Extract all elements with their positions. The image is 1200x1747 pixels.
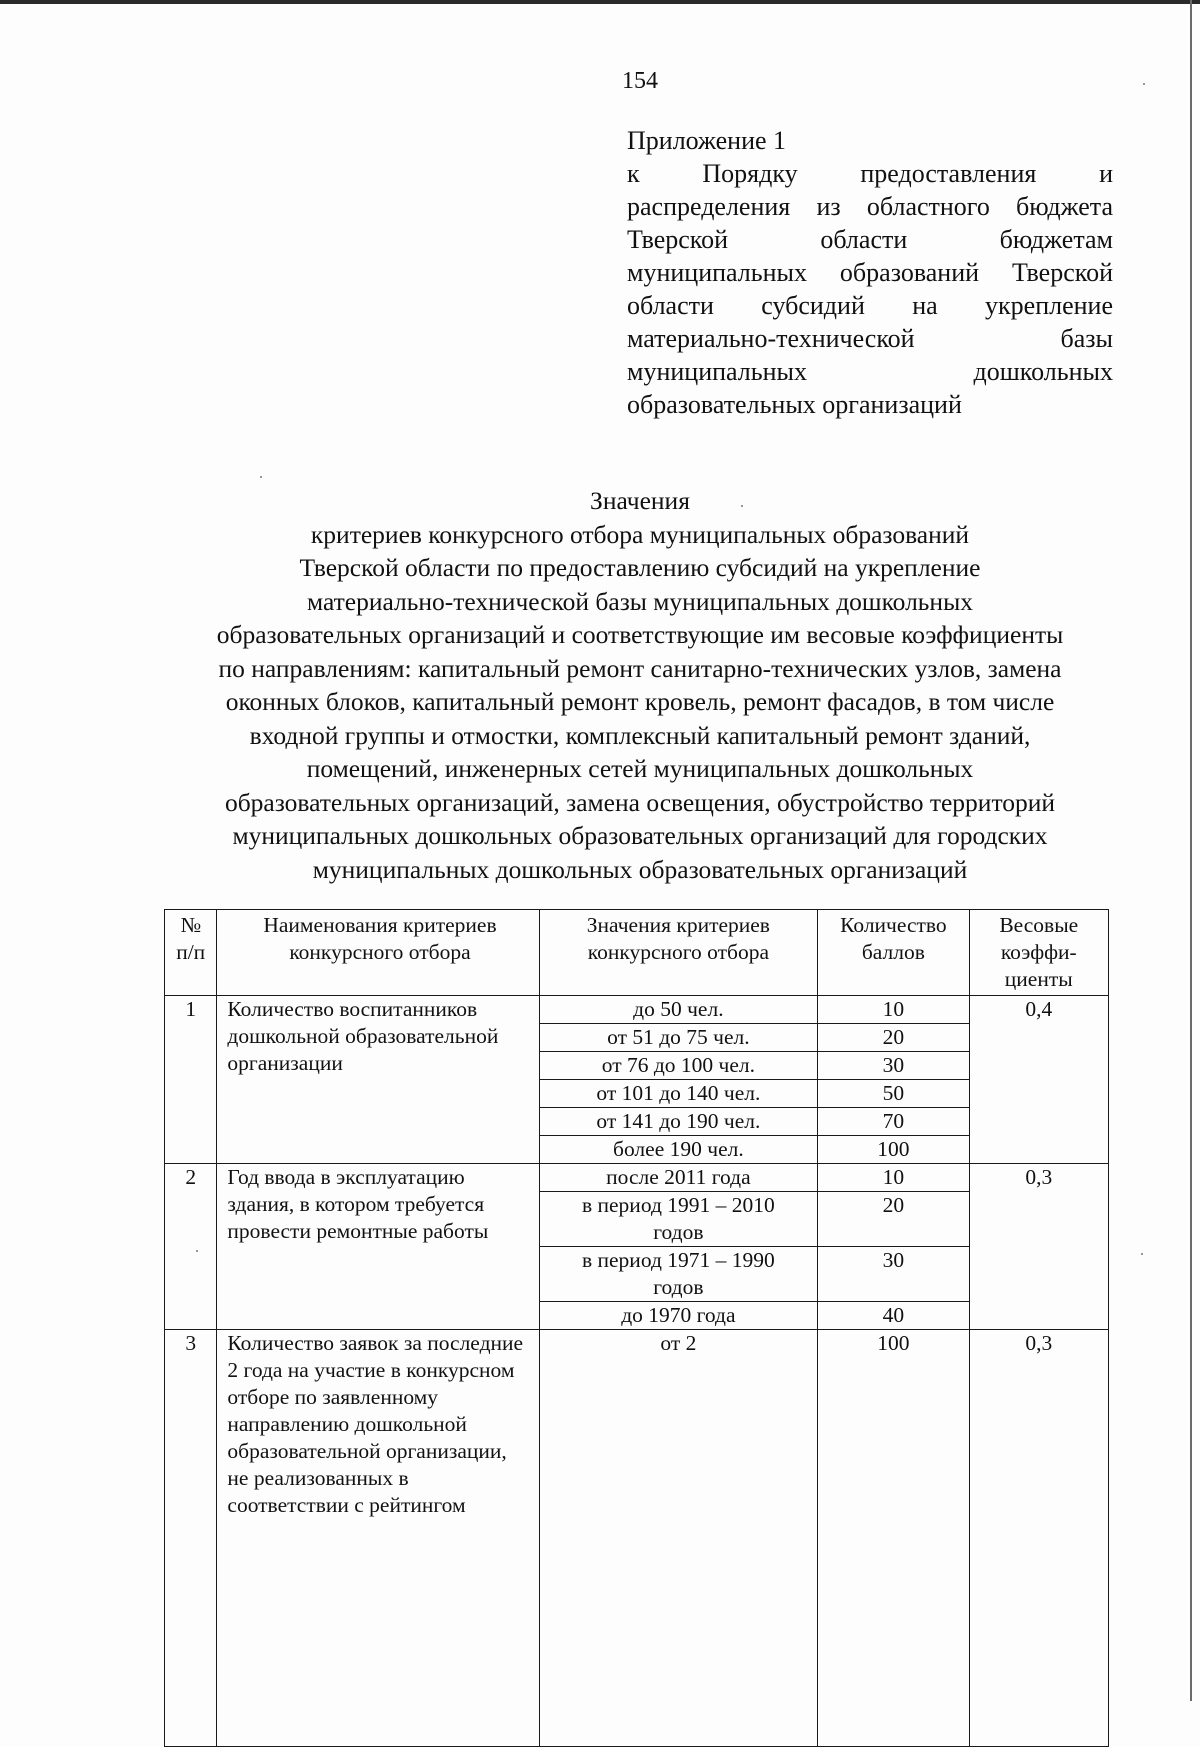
title-line: оконных блоков, капитальный ремонт кровель, ремонт фасадов, в том числе xyxy=(225,687,1055,716)
table-row xyxy=(165,996,1109,1024)
appendix-title: Приложение 1 xyxy=(627,126,787,155)
table-header-row xyxy=(165,910,1109,996)
criterion-value: от 141 до 190 чел. xyxy=(539,1108,818,1136)
criterion-points: 50 xyxy=(818,1080,969,1108)
title-line: Значения xyxy=(590,486,690,515)
header-values: Значения критериев конкурсного отбора xyxy=(539,910,818,996)
row-num: 2 xyxy=(165,1164,217,1330)
criterion-points: 20 xyxy=(818,1192,969,1247)
title-line: Тверской области по предоставлению субсидий на укрепление xyxy=(299,553,981,582)
title-line: входной группы и отмостки, комплексный капитальный ремонт зданий, xyxy=(249,720,1031,750)
scan-speck xyxy=(196,1250,198,1252)
criterion-points: 100 xyxy=(818,1136,969,1164)
criterion-points: 100 xyxy=(818,1330,969,1747)
criterion-name: Год ввода в эксплуатацию здания, в котором требуется провести ремонтные работы xyxy=(217,1164,539,1330)
header-name: Наименования критериев конкурсного отбора xyxy=(217,910,539,996)
scan-speck xyxy=(1143,83,1145,85)
title-line: помещений, инженерных сетей муниципальных дошкольных xyxy=(306,754,974,783)
title-line: образовательных организаций, замена освещения, обустройство территорий xyxy=(224,787,1056,817)
header-points: Количество баллов xyxy=(818,910,969,996)
header-weight: Весовые коэффи-циенты xyxy=(969,910,1108,996)
criterion-value: от 2 xyxy=(539,1330,818,1747)
title-line: образовательных организаций и соответствующие им весовые коэффициенты xyxy=(216,620,1064,649)
criterion-points: 20 xyxy=(818,1024,969,1052)
title-line: муниципальных дошкольных образовательных организаций xyxy=(312,854,968,884)
criterion-name: Количество воспитанников дошкольной образовательной организации xyxy=(217,996,539,1164)
scan-speck xyxy=(741,505,743,507)
criterion-weight: 0,3 xyxy=(969,1164,1108,1330)
criteria-table xyxy=(164,909,1109,1747)
criterion-points: 30 xyxy=(818,1052,969,1080)
appendix-body: к Порядку предоставления и распределения из областного бюджета Тверской области бюджетам муниципальных образований Тверской области субсидий на укрепление материально-технической базы муниципальных дошкольных образовательных организаций xyxy=(627,159,1113,419)
criterion-name: Количество заявок за последние 2 года на участие в конкурсном отборе по заявленному направлению дошкольной образовательной организации, не реализованных в соответствии с рейтингом xyxy=(217,1330,539,1747)
row-num: 1 xyxy=(165,996,217,1164)
table-row xyxy=(165,1164,1109,1192)
criterion-weight: 0,3 xyxy=(969,1330,1108,1747)
criterion-value: в период 1991 – 2010 годов xyxy=(539,1192,818,1247)
criterion-points: 40 xyxy=(818,1302,969,1330)
title-line: критериев конкурсного отбора муниципальных образований xyxy=(310,519,970,549)
header-num: № п/п xyxy=(165,910,217,996)
page-number: 154 xyxy=(622,68,658,94)
appendix-header xyxy=(627,124,1113,421)
scan-speck xyxy=(1141,1253,1143,1255)
scan-speck xyxy=(260,476,262,478)
criterion-value: от 76 до 100 чел. xyxy=(539,1052,818,1080)
scan-edge-right xyxy=(1190,0,1192,1701)
criterion-value: от 101 до 140 чел. xyxy=(539,1080,818,1108)
document-title xyxy=(150,484,1130,886)
title-line: материально-технической базы муниципальных дошкольных xyxy=(307,586,973,616)
row-num: 3 xyxy=(165,1330,217,1747)
criterion-value: после 2011 года xyxy=(539,1164,818,1192)
criterion-value: более 190 чел. xyxy=(539,1136,818,1164)
criterion-value: до 1970 года xyxy=(539,1302,818,1330)
criterion-points: 10 xyxy=(818,996,969,1024)
criterion-value: в период 1971 – 1990 годов xyxy=(539,1247,818,1302)
table-row xyxy=(165,1330,1109,1747)
title-line: по направлениям: капитальный ремонт санитарно-технических узлов, замена xyxy=(218,653,1062,683)
criterion-points: 10 xyxy=(818,1164,969,1192)
criterion-value: до 50 чел. xyxy=(539,996,818,1024)
criterion-value: от 51 до 75 чел. xyxy=(539,1024,818,1052)
criterion-weight: 0,4 xyxy=(969,996,1108,1164)
title-line: муниципальных дошкольных образовательных организаций для городских xyxy=(232,821,1048,850)
criterion-points: 70 xyxy=(818,1108,969,1136)
criterion-points: 30 xyxy=(818,1247,969,1302)
scan-edge-top xyxy=(0,0,1200,4)
